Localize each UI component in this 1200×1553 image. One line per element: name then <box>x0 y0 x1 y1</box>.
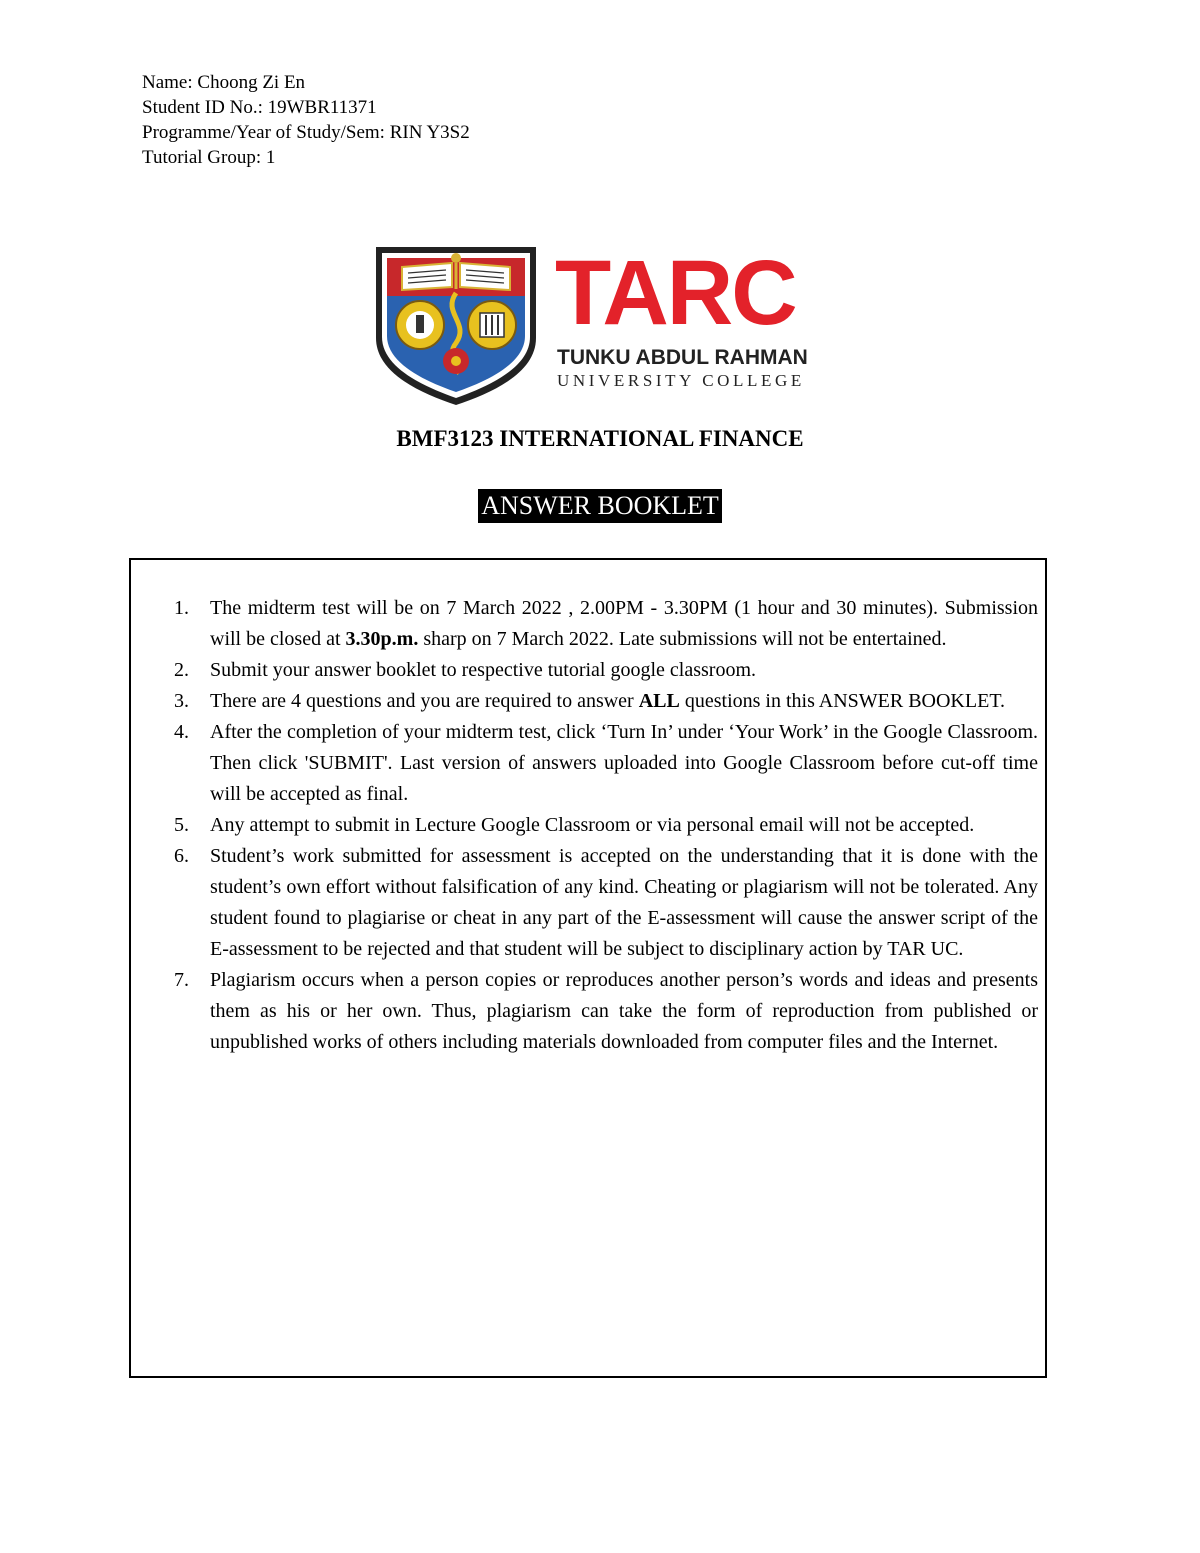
instruction-emphasis: 3.30p.m. <box>345 628 419 650</box>
instruction-item <box>168 655 1038 686</box>
brand-line-2: UNIVERSITY COLLEGE <box>557 371 805 390</box>
instruction-text: Any attempt to submit in Lecture Google Classroom or via personal email will not be accepted. <box>210 814 975 836</box>
instruction-number: 4. <box>174 721 189 743</box>
university-logo <box>372 243 872 408</box>
course-title: BMF3123 INTERNATIONAL FINANCE <box>396 426 804 451</box>
student-id: Student ID No.: 19WBR11371 <box>142 97 377 118</box>
instruction-item <box>168 841 1038 965</box>
instruction-number: 7. <box>174 969 189 991</box>
instruction-text: Plagiarism occurs when a person copies or reproduces another person’s words and ideas and presents them as his or her own. Thus, plagiarism can take the form of reproduction from published or unpublished works of others including materials downloaded from computer files and the Internet. <box>210 969 1038 1053</box>
student-tutorial-group: Tutorial Group: 1 <box>142 147 276 168</box>
instruction-item <box>168 686 1038 717</box>
instruction-item <box>168 965 1038 1058</box>
university-crest-icon <box>372 243 540 408</box>
student-info <box>142 70 470 170</box>
instruction-text: After the completion of your midterm test, click ‘Turn In’ under ‘Your Work’ in the Google Classroom. Then click 'SUBMIT'. Last version of answers uploaded into Google Classroom before cut-off time will be accepted as final. <box>210 721 1038 805</box>
answer-booklet-label: ANSWER BOOKLET <box>478 489 722 523</box>
instruction-text-end: questions in this ANSWER BOOKLET. <box>679 690 1006 712</box>
brand-letters: TARC <box>555 242 796 344</box>
instruction-number: 1. <box>174 597 189 619</box>
student-name: Name: Choong Zi En <box>142 72 306 93</box>
instruction-item <box>168 593 1038 655</box>
instruction-text: Student’s work submitted for assessment is accepted on the understanding that it is done with the student’s own effort without falsification of any kind. Cheating or plagiarism will not be tolerated. Any student found to plagiarise or cheat in any part of the E-assessment will cause the answer script of the E-assessment to be rejected and that student will be subject to disciplinary action by TAR UC. <box>210 845 1038 960</box>
instruction-item <box>168 810 1038 841</box>
booklet-label-wrap <box>0 489 1200 523</box>
brand-wordmark <box>555 243 875 403</box>
instruction-emphasis: ALL <box>638 690 680 712</box>
instruction-text: The midterm test will be on 7 March 2022 , 2.00PM - 3.30PM (1 hour and 30 minutes). Submission will be closed at <box>210 597 1038 650</box>
instruction-number: 3. <box>174 690 189 712</box>
instruction-number: 5. <box>174 814 189 836</box>
instruction-text: There are 4 questions and you are required to answer <box>210 690 639 712</box>
instruction-number: 6. <box>174 845 189 867</box>
instruction-number: 2. <box>174 659 189 681</box>
instruction-text: Submit your answer booklet to respective tutorial google classroom. <box>210 659 756 681</box>
brand-line-1: TUNKU ABDUL RAHMAN <box>557 346 808 369</box>
instruction-text-end: sharp on 7 March 2022. Late submissions will not be entertained. <box>418 628 947 650</box>
instruction-item <box>168 717 1038 810</box>
instructions-list <box>168 593 1038 1058</box>
student-programme: Programme/Year of Study/Sem: RIN Y3S2 <box>142 122 470 143</box>
